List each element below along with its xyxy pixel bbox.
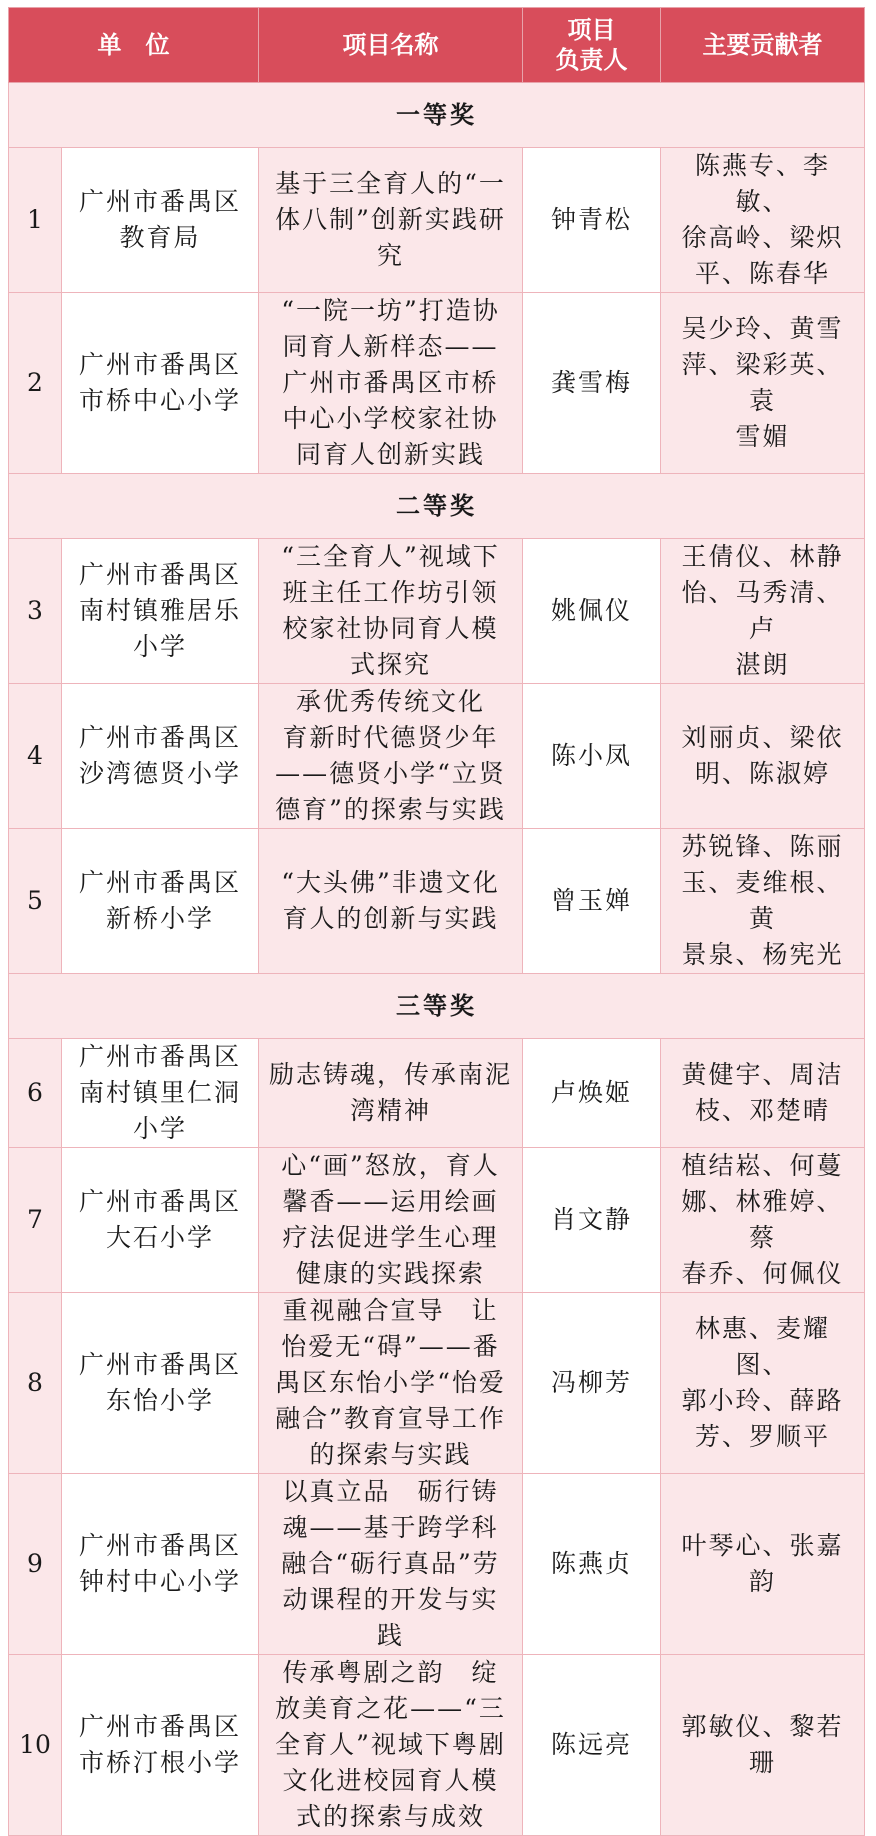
leader-cell: 陈远亮 <box>523 1655 661 1836</box>
contributors-cell: 林惠、麦耀图、 郭小玲、薛路 芳、罗顺平 <box>661 1293 865 1474</box>
contributors-cell: 郭敏仪、黎若珊 <box>661 1655 865 1836</box>
unit-cell: 广州市番禺区 东怡小学 <box>62 1293 259 1474</box>
project-cell: 基于三全育人的“一 体八制”创新实践研 究 <box>259 148 523 293</box>
row-number: 2 <box>9 293 62 474</box>
unit-cell: 广州市番禺区 南村镇雅居乐 小学 <box>62 539 259 684</box>
table-row <box>9 684 865 829</box>
project-cell: 励志铸魂，传承南泥 湾精神 <box>259 1039 523 1148</box>
table-row <box>9 1039 865 1148</box>
project-cell: 承优秀传统文化 育新时代德贤少年 ——德贤小学“立贤 德育”的探索与实践 <box>259 684 523 829</box>
leader-cell: 姚佩仪 <box>523 539 661 684</box>
table-row <box>9 148 865 293</box>
table-row <box>9 1474 865 1655</box>
contributors-cell: 王倩仪、林静 怡、马秀清、卢 湛朗 <box>661 539 865 684</box>
leader-cell: 曾玉婵 <box>523 829 661 974</box>
project-cell: “三全育人”视域下 班主任工作坊引领 校家社协同育人模 式探究 <box>259 539 523 684</box>
unit-cell: 广州市番禺区 南村镇里仁洞 小学 <box>62 1039 259 1148</box>
leader-cell: 钟青松 <box>523 148 661 293</box>
contributors-cell: 叶琴心、张嘉韵 <box>661 1474 865 1655</box>
row-number: 6 <box>9 1039 62 1148</box>
contributors-cell: 苏锐锋、陈丽 玉、麦维根、黄 景泉、杨宪光 <box>661 829 865 974</box>
award-level-label: 三等奖 <box>9 974 865 1039</box>
header-unit: 单 位 <box>9 8 259 83</box>
contributors-cell: 植结崧、何蔓 娜、林雅婷、蔡 春乔、何佩仪 <box>661 1148 865 1293</box>
table-row <box>9 829 865 974</box>
row-number: 1 <box>9 148 62 293</box>
unit-cell: 广州市番禺区 新桥小学 <box>62 829 259 974</box>
project-cell: 心“画”怒放，育人 馨香——运用绘画 疗法促进学生心理 健康的实践探索 <box>259 1148 523 1293</box>
header-project: 项目名称 <box>259 8 523 83</box>
row-number: 4 <box>9 684 62 829</box>
row-number: 9 <box>9 1474 62 1655</box>
leader-cell: 陈燕贞 <box>523 1474 661 1655</box>
project-cell: “大头佛”非遗文化 育人的创新与实践 <box>259 829 523 974</box>
row-number: 7 <box>9 1148 62 1293</box>
contributors-cell: 吴少玲、黄雪 萍、梁彩英、袁 雪媚 <box>661 293 865 474</box>
project-cell: 重视融合宣导 让 怡爱无“碍”——番 禺区东怡小学“怡爱 融合”教育宣导工作 的探索与实践 <box>259 1293 523 1474</box>
award-level-row <box>9 83 865 148</box>
contributors-cell: 陈燕专、李敏、 徐高岭、梁炽 平、陈春华 <box>661 148 865 293</box>
header-row <box>9 8 865 83</box>
leader-cell: 肖文静 <box>523 1148 661 1293</box>
unit-cell: 广州市番禺区 教育局 <box>62 148 259 293</box>
table-row <box>9 539 865 684</box>
unit-cell: 广州市番禺区 大石小学 <box>62 1148 259 1293</box>
table-row <box>9 1148 865 1293</box>
award-level-label: 二等奖 <box>9 474 865 539</box>
leader-cell: 冯柳芳 <box>523 1293 661 1474</box>
table-body <box>9 83 865 1836</box>
table-row <box>9 293 865 474</box>
unit-cell: 广州市番禺区 市桥中心小学 <box>62 293 259 474</box>
header-leader: 项目 负责人 <box>523 8 661 83</box>
award-level-label: 一等奖 <box>9 83 865 148</box>
row-number: 10 <box>9 1655 62 1836</box>
award-level-row <box>9 974 865 1039</box>
row-number: 8 <box>9 1293 62 1474</box>
unit-cell: 广州市番禺区 市桥汀根小学 <box>62 1655 259 1836</box>
row-number: 5 <box>9 829 62 974</box>
award-table <box>8 7 865 1836</box>
project-cell: “一院一坊”打造协 同育人新样态—— 广州市番禺区市桥 中心小学校家社协 同育人创新实践 <box>259 293 523 474</box>
unit-cell: 广州市番禺区 沙湾德贤小学 <box>62 684 259 829</box>
award-level-row <box>9 474 865 539</box>
contributors-cell: 刘丽贞、梁依 明、陈淑婷 <box>661 684 865 829</box>
row-number: 3 <box>9 539 62 684</box>
leader-cell: 龚雪梅 <box>523 293 661 474</box>
header-contributors: 主要贡献者 <box>661 8 865 83</box>
project-cell: 传承粤剧之韵 绽 放美育之花——“三 全育人”视域下粤剧 文化进校园育人模 式的探索与成效 <box>259 1655 523 1836</box>
leader-cell: 卢焕姬 <box>523 1039 661 1148</box>
project-cell: 以真立品 砺行铸 魂——基于跨学科 融合“砺行真品”劳 动课程的开发与实 践 <box>259 1474 523 1655</box>
table-row <box>9 1293 865 1474</box>
unit-cell: 广州市番禺区 钟村中心小学 <box>62 1474 259 1655</box>
table-row <box>9 1655 865 1836</box>
contributors-cell: 黄健宇、周洁 枝、邓楚晴 <box>661 1039 865 1148</box>
leader-cell: 陈小凤 <box>523 684 661 829</box>
